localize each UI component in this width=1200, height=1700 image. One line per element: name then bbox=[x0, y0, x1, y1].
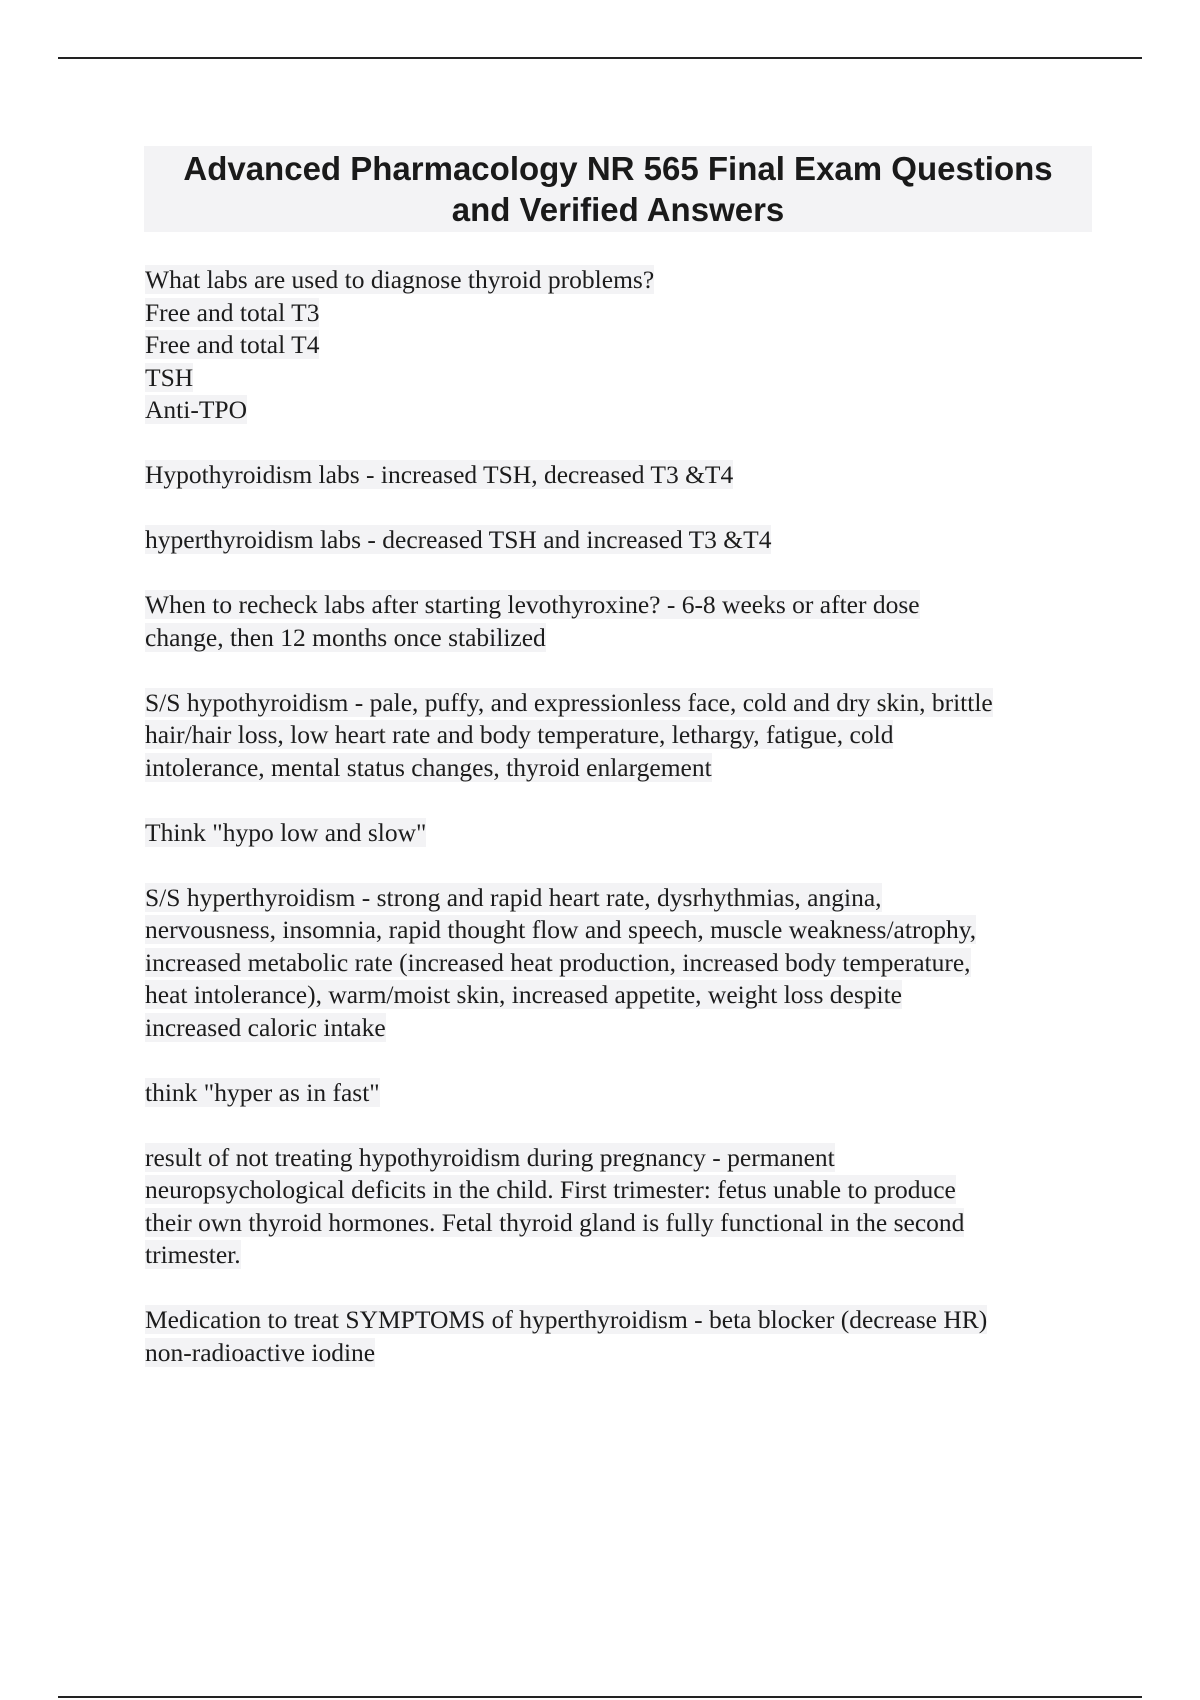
title-line-2: and Verified Answers bbox=[451, 191, 785, 228]
text-line: S/S hyperthyroidism - strong and rapid heart rate, dysrhythmias, angina, bbox=[145, 882, 882, 912]
top-divider bbox=[58, 57, 1142, 59]
text-line: nervousness, insomnia, rapid thought flow and speech, muscle weakness/atrophy, bbox=[145, 915, 977, 944]
text-line: S/S hypothyroidism - pale, puffy, and expressionless face, cold and dry skin, brittle bbox=[145, 687, 993, 717]
qa-block bbox=[145, 687, 1095, 785]
text-line: Anti-TPO bbox=[145, 395, 247, 424]
text-line: Think "hypo low and slow" bbox=[145, 817, 427, 847]
qa-block bbox=[145, 882, 1095, 1045]
qa-block bbox=[145, 589, 1095, 654]
text-line: increased metabolic rate (increased heat production, increased body temperature, bbox=[145, 947, 971, 977]
text-line: result of not treating hypothyroidism during pregnancy - permanent bbox=[145, 1142, 835, 1172]
qa-block bbox=[145, 817, 1095, 850]
text-line: heat intolerance), warm/moist skin, increased appetite, weight loss despite bbox=[145, 980, 902, 1009]
text-line: TSH bbox=[145, 362, 194, 392]
bottom-divider bbox=[58, 1696, 1142, 1698]
qa-block bbox=[145, 459, 1095, 492]
text-line: Hypothyroidism labs - increased TSH, decreased T3 &T4 bbox=[145, 460, 734, 489]
title-line-1: Advanced Pharmacology NR 565 Final Exam Questions bbox=[183, 150, 1053, 187]
text-line: change, then 12 months once stabilized bbox=[145, 622, 546, 652]
text-line: Medication to treat SYMPTOMS of hyperthyroidism - beta blocker (decrease HR) bbox=[145, 1305, 988, 1334]
text-line: What labs are used to diagnose thyroid problems? bbox=[145, 265, 655, 294]
text-line: neuropsychological deficits in the child. First trimester: fetus unable to produce bbox=[145, 1175, 956, 1204]
qa-block bbox=[145, 1304, 1095, 1369]
text-line: their own thyroid hormones. Fetal thyroid gland is fully functional in the second bbox=[145, 1207, 965, 1237]
document-title bbox=[144, 148, 1092, 230]
qa-block bbox=[145, 1077, 1095, 1110]
text-line: Free and total T4 bbox=[145, 330, 320, 359]
text-line: hair/hair loss, low heart rate and body temperature, lethargy, fatigue, cold bbox=[145, 720, 894, 749]
text-line: non-radioactive iodine bbox=[145, 1337, 376, 1367]
text-line: When to recheck labs after starting levothyroxine? - 6-8 weeks or after dose bbox=[145, 590, 920, 619]
text-line: think "hyper as in fast" bbox=[145, 1077, 380, 1107]
text-line: increased caloric intake bbox=[145, 1012, 386, 1042]
text-line: trimester. bbox=[145, 1240, 241, 1269]
text-line: Free and total T3 bbox=[145, 297, 320, 327]
text-line: hyperthyroidism labs - decreased TSH and increased T3 &T4 bbox=[145, 525, 772, 554]
text-line: intolerance, mental status changes, thyroid enlargement bbox=[145, 752, 712, 782]
title-banner bbox=[144, 146, 1092, 232]
qa-block bbox=[145, 1142, 1095, 1272]
qa-block bbox=[145, 524, 1095, 557]
qa-block bbox=[145, 264, 1095, 427]
document-body bbox=[145, 264, 1095, 1402]
